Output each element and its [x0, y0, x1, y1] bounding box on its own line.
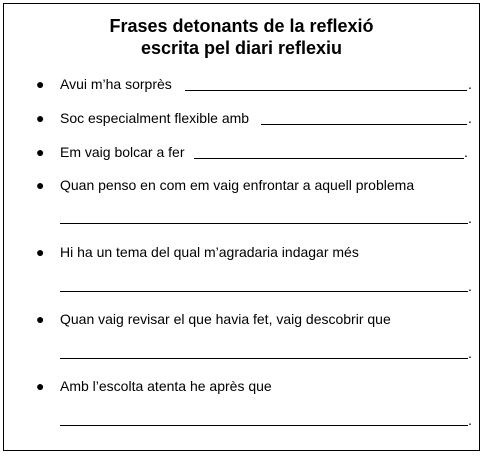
- period-5: .: [468, 278, 472, 294]
- prompt-text-2: Soc especialment flexible amb: [60, 110, 250, 126]
- answer-line-6[interactable]: [60, 358, 468, 359]
- answer-line-4[interactable]: [60, 223, 468, 224]
- period-7: .: [468, 412, 472, 428]
- worksheet-card: [3, 3, 480, 451]
- bullet-icon: ●: [36, 378, 45, 394]
- answer-line-7[interactable]: [60, 425, 468, 426]
- bullet-icon: ●: [36, 76, 45, 92]
- prompt-text-3: Em vaig bolcar a fer: [60, 144, 185, 160]
- answer-line-5[interactable]: [60, 291, 468, 292]
- bullet-icon: ●: [36, 144, 45, 160]
- prompt-text-4: Quan penso en com em vaig enfrontar a aquell problema: [60, 177, 415, 193]
- bullet-icon: ●: [36, 177, 45, 193]
- period-3: .: [464, 144, 468, 160]
- answer-line-2[interactable]: [261, 124, 467, 125]
- bullet-icon: ●: [36, 311, 45, 327]
- prompt-text-1: Avui m’ha sorprès: [60, 76, 172, 92]
- title-line-1: Frases detonants de la reflexió: [109, 16, 374, 36]
- title-line-2: escrita pel diari reflexiu: [140, 38, 343, 58]
- bullet-icon: ●: [36, 244, 45, 260]
- prompt-text-6: Quan vaig revisar el que havia fet, vaig descobrir que: [60, 311, 391, 327]
- prompt-text-7: Amb l’escolta atenta he après que: [60, 378, 272, 394]
- prompt-text-5: Hi ha un tema del qual m’agradaria indagar més: [60, 244, 359, 260]
- answer-line-1[interactable]: [185, 90, 467, 91]
- answer-line-3[interactable]: [194, 158, 464, 159]
- period-6: .: [468, 345, 472, 361]
- worksheet-title: [4, 15, 479, 59]
- bullet-icon: ●: [36, 110, 45, 126]
- period-4: .: [468, 210, 472, 226]
- period-1: .: [468, 76, 472, 92]
- period-2: .: [468, 110, 472, 126]
